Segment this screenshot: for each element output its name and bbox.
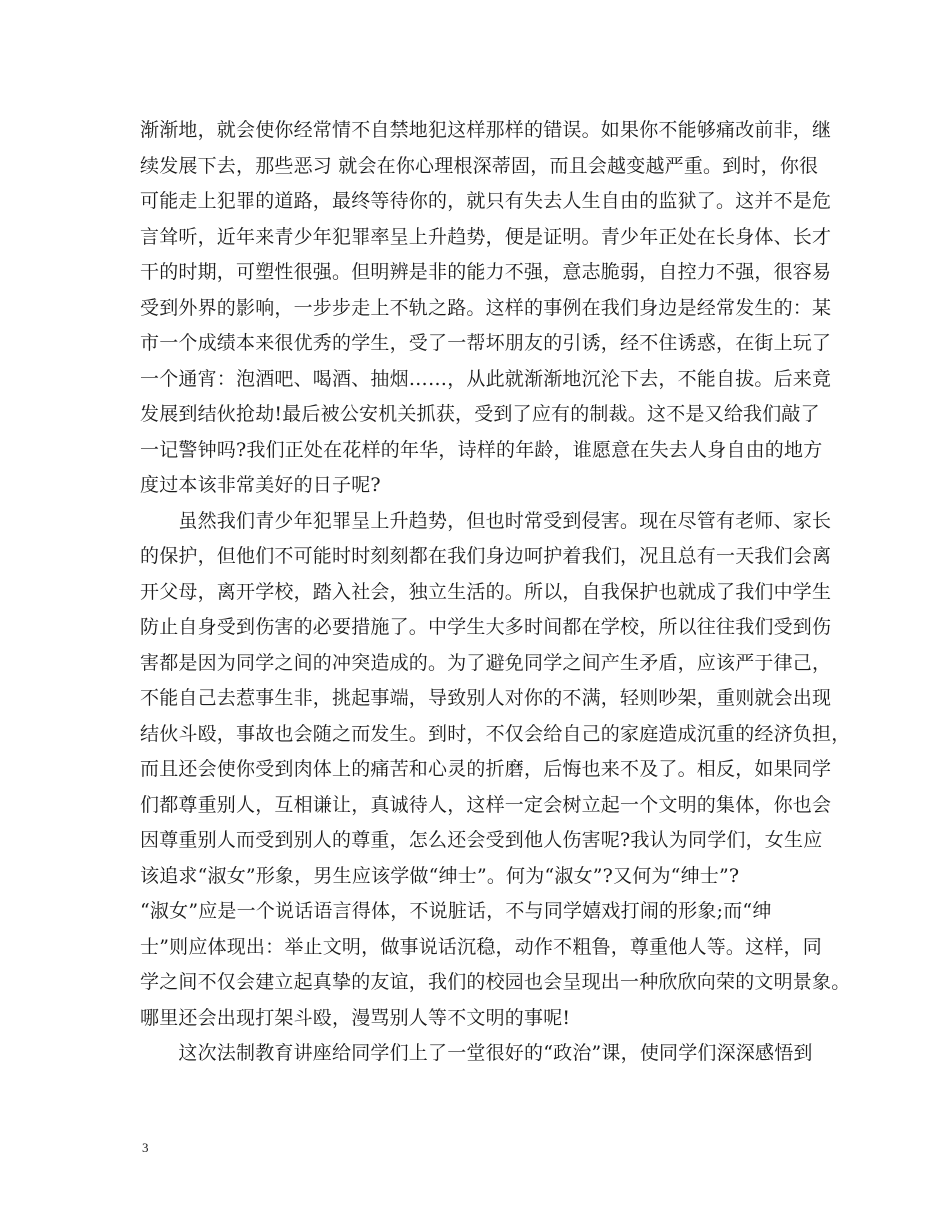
- text-line: 度过本该非常美好的日子呢?: [140, 474, 381, 496]
- text-line: 虽然我们青少年犯罪呈上升趋势，但也时常受到侵害。现在尽管有老师、家长: [140, 509, 832, 532]
- text-line: 害都是因为同学之间的冲突造成的。为了避免同学之间产生矛盾，应该严于律己，: [140, 651, 832, 674]
- text-line: 防止自身受到伤害的必要措施了。中学生大多时间都在学校，所以往往我们受到伤: [140, 616, 832, 638]
- text-line: 渐渐地，就会使你经常情不自禁地犯这样那样的错误。如果你不能够痛改前非，继: [140, 119, 832, 141]
- text-line: 这次法制教育讲座给同学们上了一堂很好的“政治”课，使同学们深深感悟到: [140, 1042, 813, 1064]
- text-line: 结伙斗殴，事故也会随之而发生。到时，不仅会给自己的家庭造成沉重的经济负担，: [140, 722, 851, 745]
- text-line: 一个通宵：泡酒吧、喝酒、抽烟……，从此就渐渐地沉沦下去，不能自拔。后来竟: [140, 367, 832, 390]
- text-line: 发展到结伙抢劫!最后被公安机关抓获，受到了应有的制裁。这不是又给我们敲了: [140, 403, 820, 425]
- text-line: 而且还会使你受到肉体上的痛苦和心灵的折磨，后悔也来不及了。相反，如果同学: [140, 758, 832, 780]
- text-line: 受到外界的影响，一步步走上不轨之路。这样的事例在我们身边是经常发生的：某: [140, 296, 832, 319]
- body-text: [140, 113, 851, 1072]
- text-line: 开父母，离开学校，踏入社会，独立生活的。所以，自我保护也就成了我们中学生: [140, 580, 832, 603]
- text-line: 哪里还会出现打架斗殴，漫骂别人等不文明的事呢!: [140, 1006, 571, 1029]
- text-line: 的保护，但他们不可能时时刻刻都在我们身边呵护着我们，况且总有一天我们会离: [140, 545, 832, 567]
- text-line: 言耸听，近年来青少年犯罪率呈上升趋势，便是证明。青少年正处在长身体、长才: [140, 225, 832, 248]
- text-line: 们都尊重别人，互相谦让，真诚待人，这样一定会树立起一个文明的集体，你也会: [140, 793, 832, 816]
- text-line: 不能自己去惹事生非，挑起事端，导致别人对你的不满，轻则吵架，重则就会出现: [140, 687, 832, 709]
- text-line: 干的时期，可塑性很强。但明辨是非的能力不强，意志脆弱，自控力不强，很容易: [140, 261, 832, 283]
- page-number: 3: [142, 1140, 149, 1155]
- text-line: 一记警钟吗?我们正处在花样的年华，诗样的年龄，谁愿意在失去人身自由的地方: [140, 438, 823, 461]
- text-line: 市一个成绩本来很优秀的学生，受了一帮坏朋友的引诱，经不住诱惑，在街上玩了: [140, 332, 832, 354]
- text-line: “淑女”应是一个说话语言得体，不说脏话，不与同学嬉戏打闹的形象;而“绅: [140, 900, 772, 922]
- text-line: 该追求“淑女”形象，男生应该学做“绅士”。何为“淑女”?又何为“绅士”?: [140, 864, 740, 887]
- text-line: 因尊重别人而受到别人的尊重，怎么还会受到他人伤害呢?我认为同学们，女生应: [140, 829, 823, 851]
- text-line: 可能走上犯罪的道路，最终等待你的，就只有失去人生自由的监狱了。这并不是危: [140, 190, 832, 212]
- text-line: 学之间不仅会建立起真挚的友谊，我们的校园也会呈现出一种欣欣向荣的文明景象。: [140, 971, 851, 993]
- text-line: 士”则应体现出：举止文明，做事说话沉稳，动作不粗鲁，尊重他人等。这样，同: [140, 935, 822, 958]
- text-line: 续发展下去，那些恶习 就会在你心理根深蒂固，而且会越变越严重。到时，你很: [140, 154, 819, 177]
